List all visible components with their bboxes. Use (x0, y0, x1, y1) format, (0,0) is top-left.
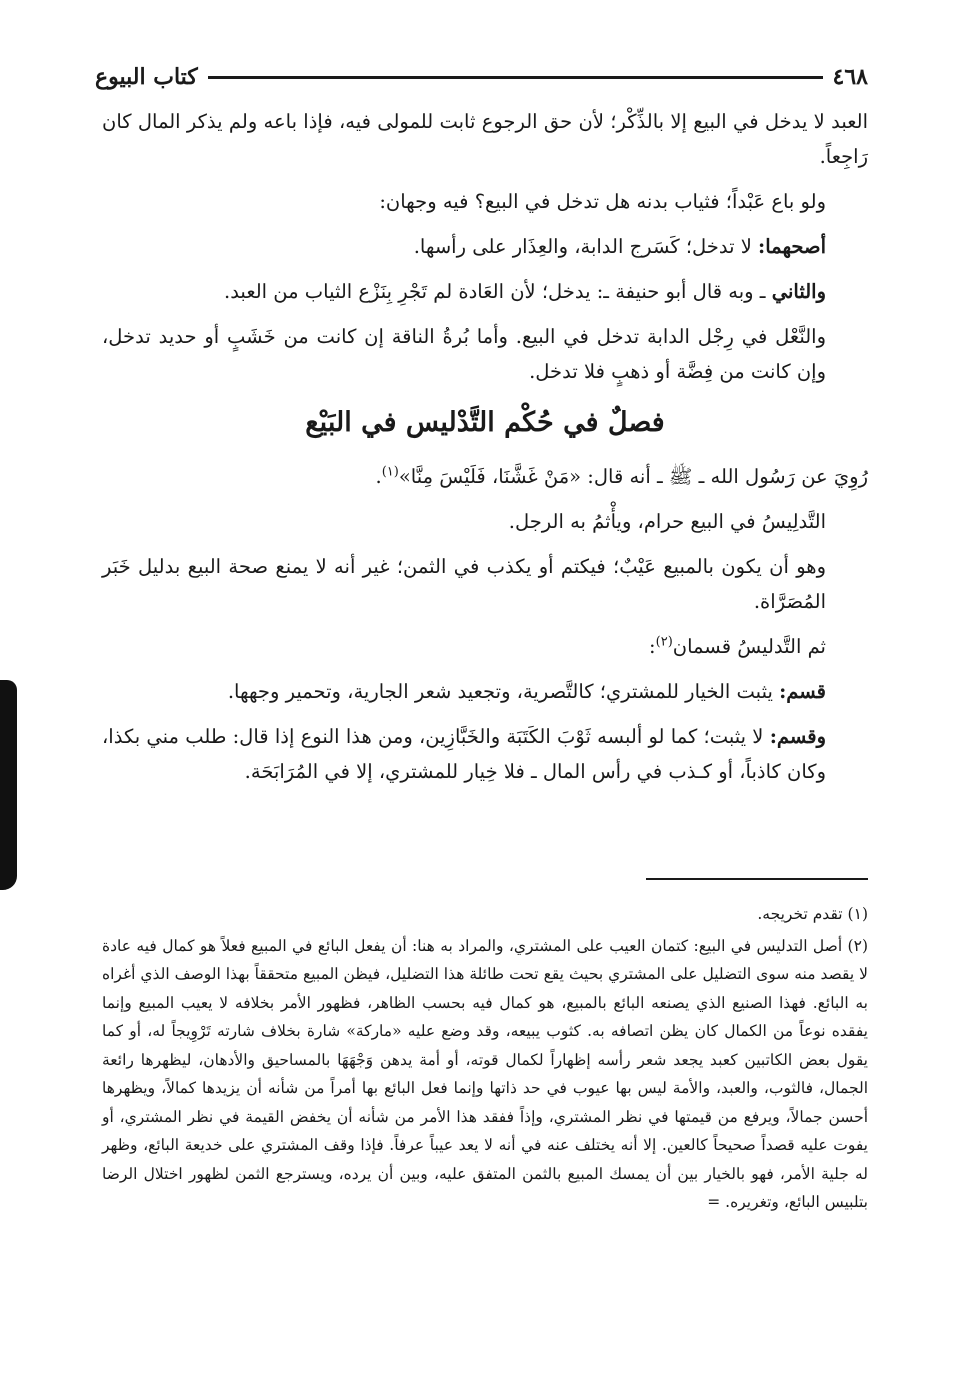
paragraph-label: وقسم: (769, 725, 827, 748)
running-header (95, 62, 868, 92)
main-text (102, 104, 868, 799)
paragraph-label: والثاني (771, 280, 826, 303)
paragraph-text: لا تدخل؛ كَسَرج الدابة، والعِذَار على رأسها. (413, 235, 752, 258)
page-number: ٤٦٨ (832, 64, 868, 90)
paragraph: العبد لا يدخل في البيع إلا بالذِّكْر؛ لأن حق الرجوع ثابت للمولى فيه، فإذا باعه ولم يذكر المال كان رَاجِعاً. (102, 110, 868, 168)
paragraph: وهو أن يكون بالمبيع عَيْبٌ؛ فيكتم أو يكذب في الثمن؛ غير أنه لا يمنع صحة البيع بدليل خَبَر المُصَرَّاة. (102, 555, 826, 613)
footnote-text: تقدم تخريجه. (757, 905, 843, 923)
paragraph-text: ثم التَّدليسُ قسمان (672, 635, 826, 658)
paragraph: ولو باع عَبْداً؛ فثياب بدنه هل تدخل في البيع؟ فيه وجهان: (379, 190, 826, 213)
footnote-ref: (١) (381, 464, 399, 480)
paragraph (102, 229, 868, 264)
section-heading: فصلٌ في حُكْم التَّدْليس في البَيْع (305, 407, 665, 438)
paragraph-label: أصحهما: (758, 235, 826, 258)
footnote (102, 900, 868, 929)
paragraph: ثم التَّدليسُ قسمان$^{(٢)}$: (649, 634, 826, 658)
header-rule (208, 76, 823, 79)
hadith-text: رُوِيَ عن رَسُول الله ـ ﷺ ـ أنه قال: «مَنْ غَشَّنَا، فَلَيْسَ مِنَّا» (398, 465, 868, 488)
footnote-separator (646, 878, 868, 880)
paragraph: التَّدلِيسُ في البيع حرام، ويأْثمُ به الرجل. (508, 510, 826, 533)
paragraph-label: قسم: (779, 680, 826, 703)
continuation-mark: = (707, 1193, 721, 1211)
paragraph (102, 719, 868, 789)
paragraph (102, 674, 868, 709)
paragraph: والنَّعْل في رِجْل الدابة تدخل في البيع. وأما بُرةُ الناقة إن كانت من خَشَبٍ أو حديد تدخل، وإن كانت من فِضَّة أو ذهبٍ فلا تدخل. (102, 325, 826, 383)
paragraph-text: ـ وبه قال أبو حنيفة ـ: يدخل؛ لأن العَادة لم تَجْرِ بِنَزْع الثياب من العبد. (224, 280, 766, 303)
book-title: كتاب البيوع (95, 64, 198, 90)
footnote-number: (٢) (847, 936, 868, 955)
footnote-text: أصل التدليس في البيع: كتمان العيب على المشتري، والمراد به هنا: أن يفعل البائع في المبيع فعلاً هو كمال فيه عادة لا يقصد منه سوى التضليل على المشتري بحيث يقع تحت طائلة هذا التضليل، فيظن المبيع متحققاً بهذا الوصف الذي أغراه به البائع. فهذا الصنيع الذي يصنعه البائع بالمبيع، هو كمال فيه بحسب الظاهر، فظهور الأمر بخلافه لا يعيب المبيع وإنما يفقده نوعاً من الكمال كان يظن اتصافه به. كثوب يبيعه، وقد وضع عليه «ماركة» شارة بخلاف شارته تَرْوِيجاً له، أو كما يقول بعض الكاتبين كعبد يجعد شعر رأسه إظهاراً لكمال قوته، أو أمة يدهن وَجْهَهَا بالمساحيق والأدهان، ليظهرها رائعة الجمال، فالثوب، والعبد، والأمة ليس بها عيوب في حد ذاتها وإنما فعل البائع بها أمراً من شأنه أن يزيدها كمالاً، ويظهرها أحسن جمالاً، ويرفع من قيمتها في نظر المشتري، وإذاً ففقد هذا الأمر من شأنه أن يخفض القيمة في نظر المشتري، أو يفوت عليه قصداً صحيحاً كالعين. إلا أنه يختلف عنه في أنه لا يعد عيباً عرفاً. فإذا وقف المشتري على خديعة البائع، وظهر له جلية الأمر، فهو بالخيار بين أن يمسك المبيع بالثمن المتفق عليه، وبين أن يرده، ويسترجع الثمن لظهور اختلال الرضا بتلبيس البائع، وتغريره. (102, 936, 868, 1211)
footnote (102, 932, 868, 1217)
footnotes (102, 900, 868, 1220)
scan-edge-shadow (0, 680, 17, 890)
paragraph-text: لا يثبت؛ كما لو ألبسه ثَوْبَ الكَتَبَة والخَبَّازِين، ومن هذا النوع إذا قال: طلب مني بكذا، وكان كاذباً، أو كـذب في رأس المال ـ فلا خِيار للمشتري، إلا في المُرَابَحَة. (102, 725, 826, 783)
footnote-number: (١) (847, 905, 868, 923)
paragraph (102, 274, 868, 309)
paragraph: رُوِيَ عن رَسُول الله ـ ﷺ ـ أنه قال: «مَنْ غَشَّنَا، فَلَيْسَ مِنَّا»$^{(١)}$. (375, 464, 868, 488)
paragraph-text: يثبت الخيار للمشتري؛ كالتَّصرية، وتجعيد شعر الجارية، وتحمير وجهها. (227, 680, 773, 703)
footnote-ref: (٢) (655, 634, 673, 650)
